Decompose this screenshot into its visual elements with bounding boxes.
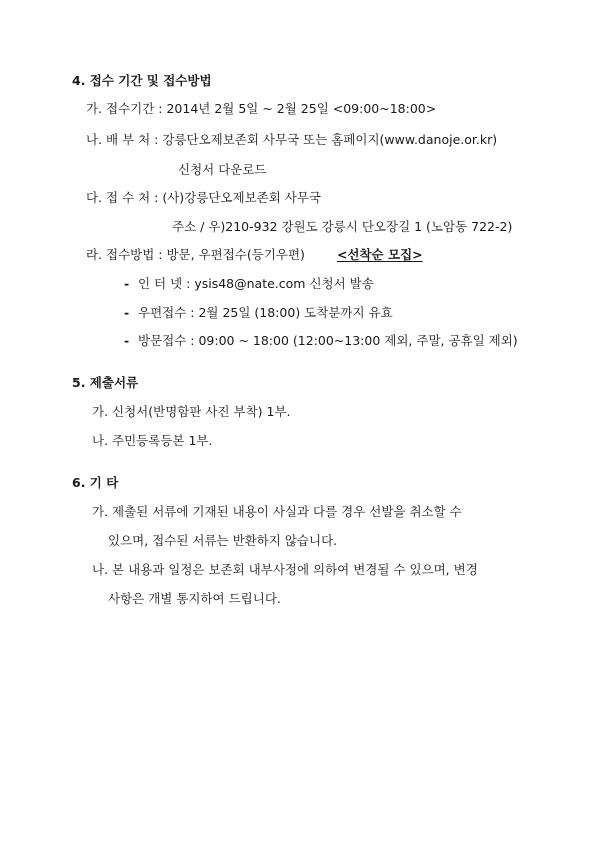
section-4-item-distribution-continuation: 신청서 다운로드 bbox=[178, 162, 267, 177]
section-4-heading: 4. 접수 기간 및 접수방법 bbox=[72, 73, 212, 88]
bullet-text: 우편접수 : 2월 25일 (18:00) 도착분까지 유효 bbox=[138, 305, 393, 320]
item-value: 강릉단오제보존회 사무국 또는 홈페이지(www.danoje.or.kr) bbox=[162, 132, 498, 147]
item-label: 가. 접수기간 : bbox=[86, 101, 167, 116]
bullet-dash: - bbox=[124, 333, 130, 348]
section-4-item-reception bbox=[86, 190, 321, 206]
section-6-item-1-line-1: 가. 제출된 서류에 기재된 내용이 사실과 다를 경우 선발을 취소할 수 bbox=[92, 504, 462, 519]
item-label: 다. 접 수 처 : bbox=[86, 190, 163, 205]
section-4-item-distribution bbox=[86, 132, 497, 148]
item-label: 라. 접수방법 : bbox=[86, 247, 167, 262]
section-6-item-2-line-1: 나. 본 내용과 일정은 보존회 내부사정에 의하여 변경될 수 있으며, 변경 bbox=[92, 562, 478, 577]
section-5-heading: 5. 제출서류 bbox=[72, 375, 139, 390]
section-5-item-application: 가. 신청서(반명함판 사진 부착) 1부. bbox=[92, 404, 291, 419]
item-value: 2014년 2월 5일 ~ 2월 25일 <09:00~18:00> bbox=[166, 101, 437, 116]
item-label: 나. 배 부 처 : bbox=[86, 132, 163, 147]
section-4-item-method bbox=[86, 247, 423, 263]
section-4-item-period bbox=[86, 101, 436, 117]
bullet-text: 방문접수 : 09:00 ~ 18:00 (12:00~13:00 제외, 주말, 공휴일 제외) bbox=[138, 333, 518, 348]
bullet-text: 인 터 넷 : ysis48@nate.com 신청서 발송 bbox=[138, 276, 374, 291]
section-6-item-1-line-2: 있으며, 접수된 서류는 반환하지 않습니다. bbox=[108, 533, 338, 548]
item-value: 방문, 우편접수(등기우편) bbox=[166, 247, 305, 262]
section-6-item-2-line-2: 사항은 개별 통지하여 드립니다. bbox=[108, 591, 281, 606]
bullet-dash: - bbox=[124, 276, 130, 291]
bullet-visit bbox=[124, 333, 518, 349]
item-value: (사)강릉단오제보존회 사무국 bbox=[162, 190, 321, 205]
bullet-mail bbox=[124, 305, 393, 321]
section-6-heading: 6. 기 타 bbox=[72, 475, 119, 490]
section-5-item-resident-register: 나. 주민등록등본 1부. bbox=[92, 433, 213, 448]
section-4-item-address: 주소 / 우)210-932 강원도 강릉시 단오장길 1 (노암동 722-2) bbox=[172, 219, 513, 234]
first-come-emphasis: <선착순 모집> bbox=[336, 247, 423, 262]
bullet-internet bbox=[124, 276, 374, 292]
bullet-dash: - bbox=[124, 305, 130, 320]
